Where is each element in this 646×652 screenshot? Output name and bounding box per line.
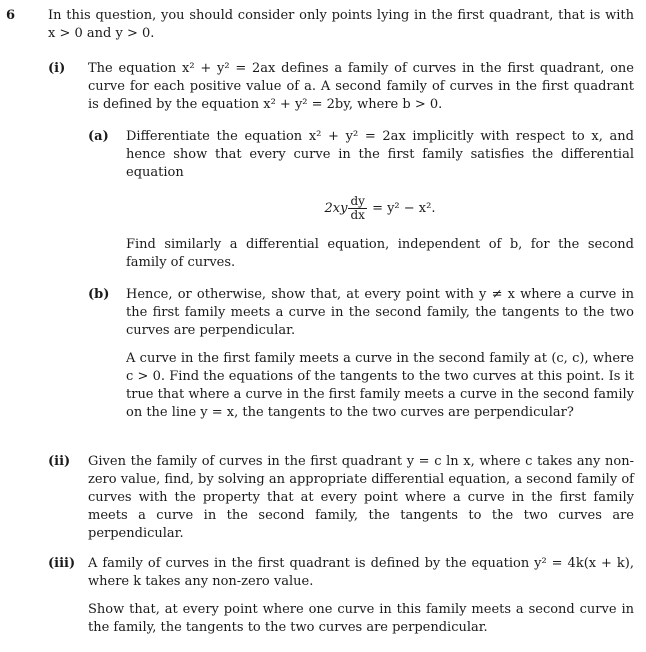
part-i-label: (i)	[48, 61, 66, 76]
part-i-text: The equation x² + y² = 2ax defines a family of curves in the first quadrant, one curve for each positive value of a. A second family of curves in the first quadrant is defined by the equation x² + y² = 2by, where b > 0.	[88, 61, 634, 112]
derivative-numerator: dy	[350, 194, 365, 208]
intro-text: In this question, you should consider only points lying in the first quadrant, that is with x > 0 and y > 0.	[48, 8, 634, 41]
intro	[48, 7, 634, 43]
equation-lhs: 2xy	[324, 201, 348, 216]
part-i	[88, 60, 634, 114]
part-iii-text: A family of curves in the first quadrant is defined by the equation y² = 4k(x + k), where k takes any non-zero value.	[88, 556, 634, 589]
part-ii-text: Given the family of curves in the first quadrant y = c ln x, where c takes any non-zero value, find, by solving an appropriate differential equation, a second family of curves with the property that at every point where a curve in the first family meets a curve in the second family, the tangents to the two curves are perpendicular.	[88, 454, 634, 541]
question-number: 6	[6, 8, 16, 23]
part-i-b-text: Hence, or otherwise, show that, at every point with y ≠ x where a curve in the first family meets a curve in the second family, the tangents to the two curves are perpendicular.	[126, 287, 634, 338]
part-iii-label: (iii)	[48, 556, 76, 571]
equation-rhs: = y² − x².	[372, 201, 436, 216]
part-i-a-label: (a)	[88, 129, 109, 144]
derivative-fraction	[348, 195, 366, 222]
differential-equation	[126, 192, 634, 226]
part-i-a-text: Differentiate the equation x² + y² = 2ax implicitly with respect to x, and hence show that every curve in the first family satisfies the differential equation	[126, 129, 634, 180]
part-i-b-label: (b)	[88, 287, 110, 302]
part-i-a	[126, 128, 634, 272]
part-ii-label: (ii)	[48, 454, 71, 469]
part-i-b	[126, 286, 634, 422]
part-iii	[88, 555, 634, 637]
part-iii-text2: Show that, at every point where one curve in this family meets a second curve in the family, the tangents to the two curves are perpendicular.	[88, 602, 634, 635]
part-ii	[88, 453, 634, 543]
part-i-a-text2: Find similarly a differential equation, independent of b, for the second family of curves.	[126, 237, 634, 270]
part-i-b-text2: A curve in the first family meets a curve in the second family at (c, c), where c > 0. Find the equations of the tangents to the two curves at this point. Is it true that where a curve in the first family meets a curve in the second family on the line y = x, the tangents to the two curves are perpendicular?	[126, 351, 634, 420]
derivative-denominator: dx	[350, 208, 365, 222]
